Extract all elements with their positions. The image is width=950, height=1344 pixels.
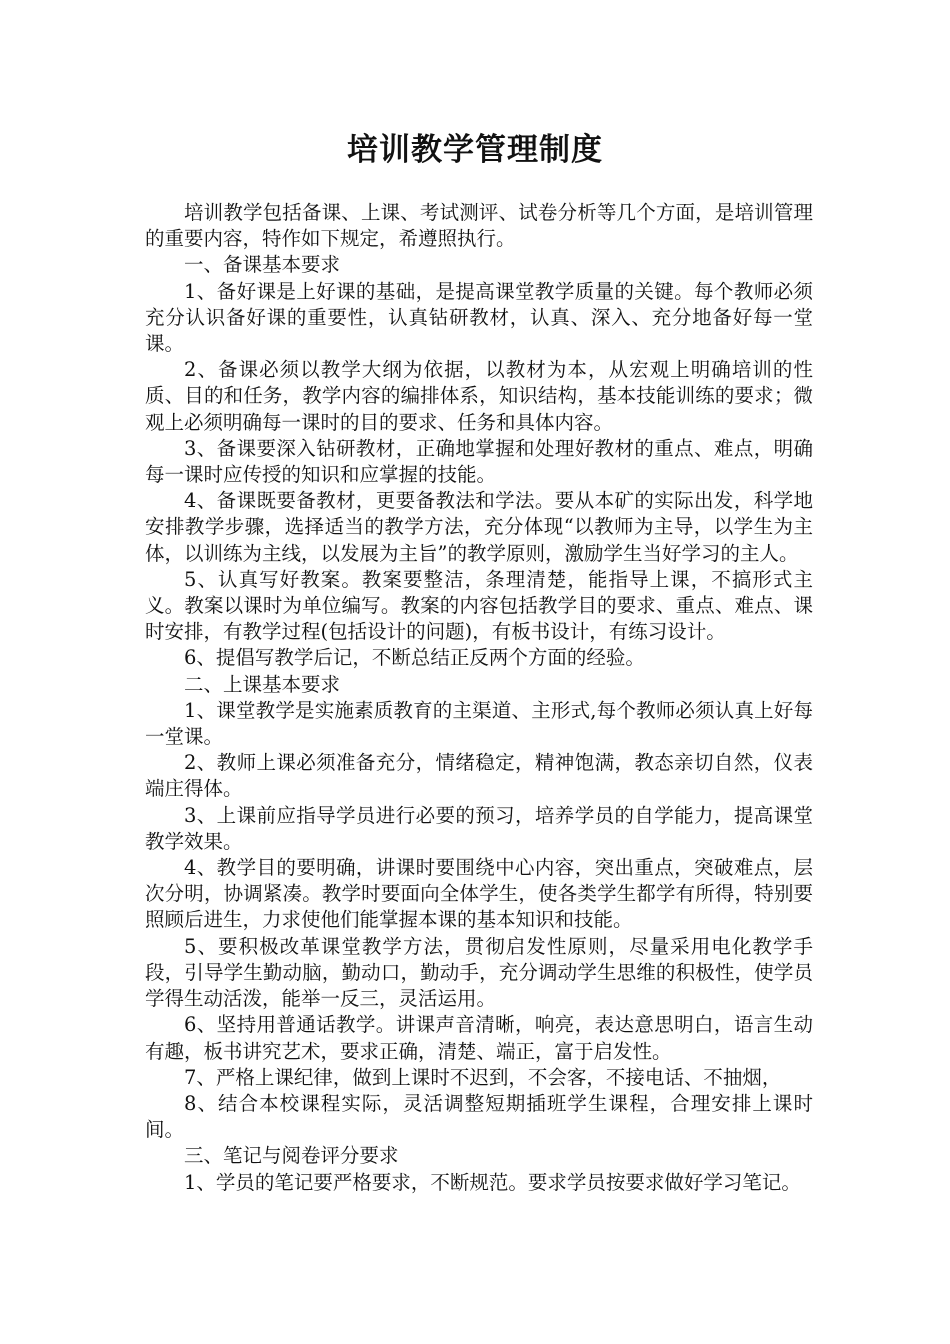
document-title: 培训教学管理制度	[347, 132, 603, 168]
paragraph: 1、课堂教学是实施素质教育的主渠道、主形式,每个教师必须认真上好每一堂课。	[145, 698, 813, 749]
paragraph: 7、严格上课纪律，做到上课时不迟到，不会客，不接电话、不抽烟，	[184, 1065, 782, 1089]
intro-paragraph: 培训教学包括备课、上课、考试测评、试卷分析等几个方面，是培训管理的重要内容，特作如下规定，希遵照执行。	[145, 201, 813, 251]
paragraph: 5、要积极改革课堂教学方法，贯彻启发性原则，尽量采用电化教学手段，引导学生勤动脑，勤动口，勤动手，充分调动学生思维的积极性，使学员学得生动活泼，能举一反三，灵活运用。	[145, 934, 813, 1011]
paragraph: 3、备课要深入钻研教材，正确地掌握和处理好教材的重点、难点，明确每一课时应传授的知识和应掌握的技能。	[145, 436, 813, 487]
paragraph: 1、学员的笔记要严格要求，不断规范。要求学员按要求做好学习笔记。	[184, 1170, 801, 1194]
paragraph: 3、上课前应指导学员进行必要的预习，培养学员的自学能力，提高课堂教学效果。	[145, 803, 813, 853]
paragraph: 4、备课既要备教材，更要备教法和学法。要从本矿的实际出发，科学地安排教学步骤，选择适当的教学方法，充分体现“以教师为主导，以学生为主体，以训练为主线，以发展为主旨”的教学原则，激励学生当好学习的主人。	[145, 489, 813, 565]
paragraph: 6、坚持用普通话教学。讲课声音清晰，响亮，表达意思明白，语言生动有趣，板书讲究艺术，要求正确，清楚、端正，富于启发性。	[145, 1013, 813, 1063]
section-heading-lesson-prep: 一、备课基本要求	[184, 253, 341, 277]
paragraph: 2、备课必须以教学大纲为依据，以教材为本，从宏观上明确培训的性质、目的和任务，教学内容的编排体系，知识结构，基本技能训练的要求；微观上必须明确每一课时的目的要求、任务和具体内容。	[145, 358, 813, 434]
paragraph: 1、备好课是上好课的基础，是提高课堂教学质量的关键。每个教师必须充分认识备好课的重要性，认真钻研教材，认真、深入、充分地备好每一堂课。	[145, 279, 813, 356]
paragraph: 5、认真写好教案。教案要整洁，条理清楚，能指导上课，不搞形式主义。教案以课时为单位编写。教案的内容包括教学目的要求、重点、难点、课时安排，有教学过程(包括设计的问题)，有板书设计，有练习设计。	[145, 567, 813, 644]
section-heading-class: 二、上课基本要求	[184, 672, 341, 696]
section-heading-notes-grading: 三、笔记与阅卷评分要求	[184, 1144, 399, 1168]
document-body	[145, 200, 813, 1196]
paragraph: 4、教学目的要明确，讲课时要围绕中心内容，突出重点，突破难点，层次分明，协调紧凑。教学时要面向全体学生，使各类学生都学有所得，特别要照顾后进生，力求使他们能掌握本课的基本知识和技能。	[145, 856, 813, 932]
paragraph: 6、提倡写教学后记，不断总结正反两个方面的经验。	[184, 646, 645, 670]
paragraph: 2、教师上课必须准备充分，情绪稳定，精神饱满，教态亲切自然，仪表端庄得体。	[145, 751, 813, 801]
paragraph: 8、结合本校课程实际，灵活调整短期插班学生课程，合理安排上课时间。	[145, 1091, 813, 1142]
